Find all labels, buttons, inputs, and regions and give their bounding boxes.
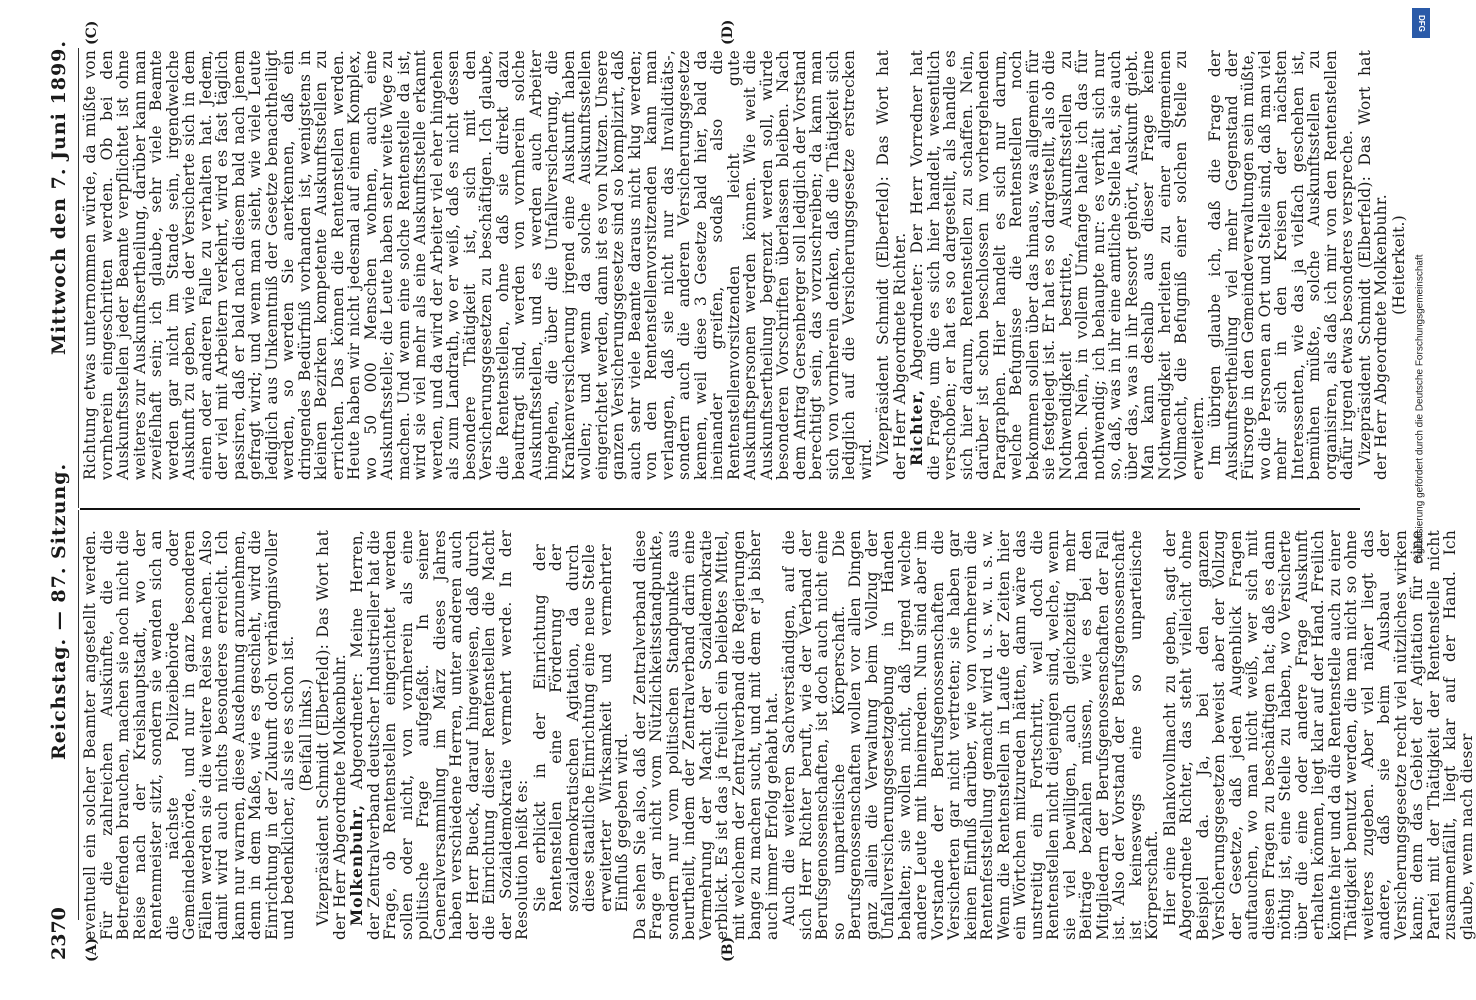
paragraph-text: eventuell ein solcher Beamter angestellt werden. Für die zahlreichen Auskünfte, die die Betreffenden brauchen, machen sie noch nicht die Reise nach der Kreishauptstadt, wo der Rentenmeister sitzt, sondern sie wenden sich an die nächste Polizeibehörde oder Gemeindebehörde, und nur in ganz besonderen Fällen werden sie die weitere Reise machen. Also damit wird auch nichts besonderes erreicht. Ich kann nur warnen, diese Ausdehnung anzunehmen, denn in dem Maße, wie es geschieht, wird die Einrichtung in der Zukunft doch verhängnisvoller und bedenklicher, als sie es schon ist.: [81, 530, 297, 940]
paragraph: [315, 530, 348, 940]
paragraph-text: (Heiterkeit.): [1389, 215, 1408, 315]
paragraph: [532, 530, 631, 940]
paragraph-text: Abgeordneter: Meine Herren, der Zentralverband deutscher Industrieller hat die Frage, ob Rentenstellen eingerichtet werden sollen oder nicht, von vornherein als eine politische Frage aufgefaßt. In seiner Generalversammlung im März dieses Jahres haben verschiedene Herren, unter anderen auch der Herr Bueck, darauf hingewiesen, daß durch die Einrichtung dieser Rentenstellen die Macht der Sozialdemokratie vermehrt werde. In der Resolution heißt es:: [348, 530, 531, 940]
paragraph: [875, 50, 908, 480]
paragraph: [1162, 530, 1476, 940]
paragraph-text: Im übrigen glaube ich, daß die Frage der Auskunftsertheilung viel mehr Gegenstand der Fürsorge in den Gemeindeverwaltungen sein müßte, wo die Personen an Ort und Stelle sind, daß man viel mehr sich in den Kreisen der nächsten Interessenten, wie das ja vielfach geschehen ist, bemühen müßte, solche Auskunftsstellen zu organisiren, als daß ich mir von den Rentenstellen dafür irgend etwas besonderes verspreche.: [1206, 50, 1356, 480]
paragraph: [82, 50, 874, 480]
digitization-note: [1410, 8, 1430, 568]
paragraph: [909, 50, 1206, 480]
paragraph: [632, 530, 781, 940]
paragraph-text: (Beifall links.): [296, 678, 315, 792]
paragraph: [781, 530, 1161, 940]
paragraph: [1207, 50, 1356, 480]
paragraph-text: Abgeordneter: Der Herr Vorredner hat die Frage, um die es sich hier handelt, wesentlich verschoben; er hat es so dargestellt, als handle es sich hier darum, Rentenstellen zu schaffen. Nein, darüber ist schon beschlossen im vorhergehenden Paragraphen. Hier handelt es sich nur darum, welche Befugnisse die Rentenstellen noch bekommen sollen über das hinaus, was allgemein für sie festgelegt ist. Er hat es so dargestellt, als ob die Nothwendigkeit bestritte, Auskunftsstellen zu haben. Nein, in vollem Umfange halte ich das für nothwendig; ich behaupte nur: es verhält sich nur so, daß, was in ihr eine amtliche Stelle hat, sie auch über das, was in ihr Ressort gehört, Auskunft giebt. Man kann deshalb aus dieser Frage keine Nothwendigkeit herleiten zu einer allgemeinen Vollmacht, die Befugniß einer solchen Stelle zu erweitern.: [908, 50, 1207, 480]
digitization-note-text: Digitalisierung gefördert durch die Deutsche Forschungsgemeinschaft: [1414, 254, 1426, 564]
margin-marker-d: (D): [720, 19, 736, 45]
paragraph-text: Sie erblickt in der Einrichtung der Rentenstellen eine Förderung der sozialdemokratischen Agitation, da durch diese staatliche Einrichtung eine neue Stelle erweiterter Wirksamkeit und vermehrter Einfluß gegeben wird.: [530, 544, 631, 912]
session-date: Mittwoch den 7. Juni 1899.: [48, 40, 70, 356]
speaker-name: Richter,: [907, 389, 926, 466]
margin-marker-b: (B): [720, 936, 736, 962]
paragraph: [298, 530, 315, 940]
margin-marker-a: (A): [84, 937, 100, 962]
page-number: 2370: [48, 907, 70, 960]
session-title: Reichstag. — 87. Sitzung.: [48, 462, 70, 760]
paragraph-text: Richtung etwas unternommen würde, da müßte von vornherein eingeschritten werden. Ob bei den Auskunftsstellen jeder Beamte verpflichtet ist ohne weiteres zur Auskunftsertheilung, darüber kann man zweifelhaft sein; ich glaube, sehr viele Beamte werden gar nicht im Stande sein, irgendwelche Auskunft zu geben, wie der Versicherte sich in dem einen oder anderen Falle zu verhalten hat. Jedem, der viel mit Arbeitern verkehrt, wird es fast täglich passiren, daß er bald nach diesem bald nach jenem gefragt wird; und wenn man sieht, wie viele Leute lediglich aus Unkenntniß der Gesetze benachtheiligt werden, so werden Sie anerkennen, daß ein dringendes Bedürfniß vorhanden ist, wenigstens in kleinen Bezirken kompetente Auskunftsstellen zu errichten. Das können die Rentenstellen werden. Heute haben wir nicht jedesmal auf einem Komplex, wo 50 000 Menschen wohnen, auch eine Auskunftsstelle; die Leute haben sehr weite Wege zu machen. Und wenn eine solche Rentenstelle da ist, wird sie viel mehr als eine Auskunftsstelle erkannt werden, und da wird der Arbeiter viel eher hingehen als zum Landrath, wo er weiß, daß es nicht dessen besondere Thätigkeit ist, sich mit den Versicherungsgesetzen zu beschäftigen. Ich glaube, die Rentenstellen, ohne daß sie direkt dazu beauftragt sind, werden von vornherein solche Auskunftsstellen, und es werden auch Arbeiter hingehen, die über die Unfallversicherung, die Krankenversicherung irgend eine Auskunft haben wollen; und wenn da solche Auskunftsstellen eingerichtet werden, dann ist es von Nutzen. Unsere ganzen Versicherungsgesetze sind so komplizirt, daß auch sehr viele Beamte daraus nicht klug werden; von den Rentenstellenvorsitzenden kann man verlangen, daß sie nicht nur das Invaliditäts-, sondern auch die anderen Versicherungsgesetze kennen, weil diese 3 Gesetze bald hier, bald da ineinander greifen, sodaß also die Rentenstellenvorsitzenden leicht gute Auskunftspersonen werden können. Wie weit die Auskunftsertheilung begrenzt werden soll, würde besonderen Vorschriften überlassen bleiben. Nach dem Antrag Gersenberger soll lediglich der Vorstand berechtigt sein, das vorzuschreiben; da kann man sich von vornherein denken, daß die Thätigkeit sich lediglich auf die Versicherungsgesetze erstrecken wird.: [81, 50, 875, 480]
right-column: [82, 50, 1408, 480]
paragraph: [1357, 50, 1390, 480]
header-rule-right: [78, 48, 79, 508]
left-column: [82, 530, 1476, 940]
paragraph-text: Auch die weiteren Sachverständigen, auf die sich Herr Richter beruft, wie der Verband der Berufsgenossenschaften, ist doch auch nicht eine so unparteiische Körperschaft. Die Berufsgenossenschaften wollen vor allen Dingen ganz allein die Verwaltung beim Vollzug der Unfallversicherungsgesetzgebung in Händen behalten; sie wollen nicht, daß irgend welche andere Leute mit hineinreden. Nun sind aber im Vorstande der Berufsgenossenschaften die Versicherten gar nicht vertreten; sie haben gar keinen Einfluß darüber, wie von vornherein die Rentenfeststellung gemacht wird u. s. w. u. s. w. Wenn die Rentenstellen in Laufe der Zeiten hier ein Wörtchen mitzureden hätten, dann wäre das unstreitig ein Fortschritt, weil doch die Rentenstellen nicht diejenigen sind, welche, wenn sie viel bewilligen, auch gleichzeitig mehr Beiträge bezahlen müssen, wie es bei den Mitgliedern der Berufsgenossenschaften der Fall ist. Also der Vorstand der Berufsgenossenschaft ist keineswegs eine so unparteiische Körperschaft.: [780, 530, 1161, 940]
paragraph: [349, 530, 531, 940]
dfg-logo: DFG: [1412, 8, 1430, 38]
paragraph-text: Da sehen Sie also, daß der Zentralverband diese Frage gar nicht vom Nützlichkeitsstandpunkte, sondern nur vom politischen Standpunkte aus beurtheilt, indem der Zentralverband darin eine Vermehrung der Macht der Sozialdemokratie erblickt. Es ist das ja freilich ein beliebtes Mittel, mit welchem der Zentralverband die Regierungen bange zu machen sucht, und mit dem er ja bisher auch immer Erfolg gehabt hat.: [630, 530, 781, 940]
paragraph-text: Vizepräsident Schmidt (Elberfeld): Das Wort hat der Herr Abgeordnete Molkenbuhr.: [314, 530, 349, 940]
column-divider: [80, 508, 1360, 510]
paragraph: [82, 530, 297, 940]
paragraph-text: Vizepräsident Schmidt (Elberfeld): Das Wort hat der Herr Abgeordnete Molkenbuhr.: [1355, 50, 1390, 480]
speaker-name: Molkenbuhr,: [347, 803, 366, 926]
paragraph-text: Vizepräsident Schmidt (Elberfeld): Das Wort hat der Herr Abgeordnete Richter.: [874, 50, 909, 480]
page-header: [44, 40, 76, 960]
margin-marker-c: (C): [84, 20, 100, 45]
paragraph: [1391, 50, 1408, 480]
header-rule-left: [78, 510, 79, 920]
paragraph-text: Hier eine Blankovollmacht zu geben, sagt der Abgeordnete Richter, das steht vielleicht ohne Beispiel da. Ja, bei den ganzen Versicherungsgesetzen beweist aber der Vollzug der Gesetze, daß jeden Augenblick Fragen auftauchen, wo man nicht weiß, wer sich mit diesen Fragen zu beschäftigen hat; daß es dann nöthig ist, eine Stelle zu haben, wo Versicherte über die eine oder andere Frage Auskunft erhalten können, liegt klar auf der Hand. Freilich könnte hier und da die Rentenstelle auch zu einer Thätigkeit benutzt werden, die man nicht so ohne weiteres zugeben. Aber viel näher liegt das andere, daß sie beim Ausbau der Versicherungsgesetze recht viel nützliches wirken kann; denn das Gebiet der Agitation für eine Partei mit der Thätigkeit der Rentenstelle nicht zusammenfällt, liegt klar auf der Hand. Ich glaube, wenn nach dieser: [1160, 530, 1476, 940]
